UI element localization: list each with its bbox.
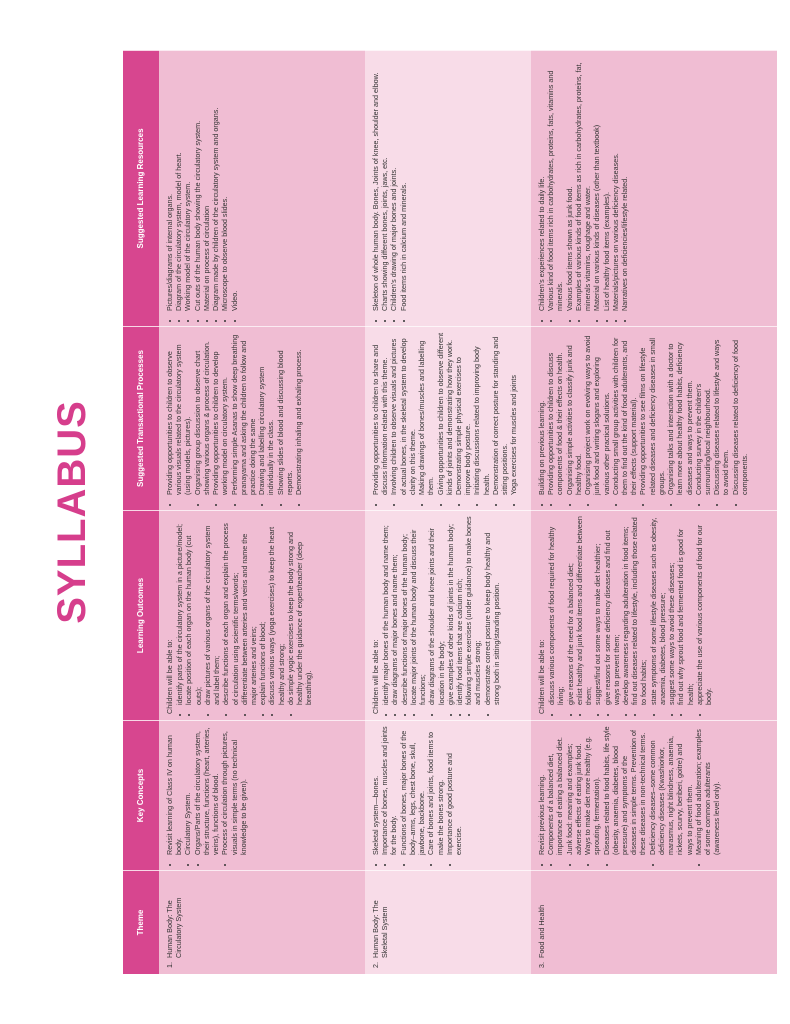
row-number: 3.: [537, 962, 546, 968]
list-item: • identify parts of the circulatory system in a picture/model;: [175, 516, 184, 705]
learning-resources-list: [371, 56, 408, 320]
list-item: • Demonstrating inhaling and exhaling process.: [294, 332, 303, 495]
list-item: • draw diagrams of the shoulder and knee joints and their location in the body;: [427, 516, 445, 705]
list-item: • Components of a balanced diet, importance of eating a balanced diet.: [546, 726, 564, 855]
row-number: 1.: [165, 962, 174, 968]
list-item: • Discussing diseases related to lifestyle and ways to avoid them.: [712, 332, 730, 495]
list-item: • Discussing diseases related to deficiency of food components.: [731, 332, 749, 495]
list-item: • find out why sprout food and fermented food is good for health;: [676, 516, 694, 705]
list-item: • Skeleton of whole human body. Bones, Joints of knee, shoulder and elbow.: [371, 56, 380, 311]
list-item: • Performing simple Asanas to show deep breathing pranayama and asking the children to follow and practice doing the same: [230, 332, 258, 495]
list-item: • Children's drawing of major bones and joints.: [389, 56, 398, 311]
row-3-theme: [531, 870, 777, 974]
list-item: • Diagram of the circulatory system, model of heart.: [174, 56, 183, 311]
list-item: • Conducting survey in the children's surrounding/local neighbourhood.: [694, 332, 712, 495]
learning-outcomes-list: [547, 516, 713, 714]
list-item: • explain functions of blood;: [258, 516, 267, 705]
list-item: • Organising group discussion to observe chart showing various organs & process of circulation.: [193, 332, 211, 495]
list-item: • Deficiency diseases–some common deficiency diseases (Kwashiorkor, marasmus, night blindness, anaemia, rickets, scurvy, beriberi, goitre) and ways to prevent them.: [648, 726, 694, 855]
learning-outcomes-list: [381, 516, 501, 714]
list-item: • give examples of other kinds of joints in the human body;: [446, 516, 455, 705]
list-item: • Providing opportunities to see films on lifestyle related diseases and deficiency diseases in small groups.: [638, 332, 666, 495]
list-item: • Conducting small group activities with children for them to find out the kind of food adulterants, and their effects (support material).: [611, 332, 639, 495]
list-item: • Microscope to observe blood slides.: [220, 56, 229, 311]
outcomes-intro: Children will be able to:: [371, 639, 380, 714]
list-item: • Process of circulation through pictures, visuals in simple terms (no technical knowledge to be given).: [220, 726, 248, 855]
list-item: • differentiate between arteries and veins and name the major arteries and veins;: [240, 516, 258, 705]
header-learning-outcomes: Learning Outcomes: [123, 510, 159, 720]
header-learning-resources: Suggested Learning Resources: [123, 50, 159, 326]
outcomes-intro: Children will be able to:: [165, 639, 174, 714]
list-item: • do simple yogic exercises to keep the body strong and healthy under the guidance of expert/teacher (deep breathing).: [286, 516, 314, 705]
list-item: • state symptoms of some lifestyle diseases such as obesity, anaemia, diabetes, blood pressure;: [649, 516, 667, 705]
list-item: • Building on previous learning.: [537, 332, 546, 495]
list-item: • Material on various kinds of diseases (other than textbook): [592, 56, 601, 311]
list-item: • following simple exercises (under guidance) to make bones and muscles strong;: [464, 516, 482, 705]
key-concepts-list: [537, 726, 721, 864]
list-item: • Children's experiences related to daily life.: [537, 56, 546, 311]
row-2-transactional-processes: [365, 326, 531, 510]
list-item: • Providing opportunities to children to share and discuss information related with this theme.: [371, 332, 389, 495]
list-item: • Making drawings of bones/muscles and labelling them.: [417, 332, 435, 495]
syllabus-table: [123, 50, 777, 974]
list-item: • Various kind of food items rich in carbohydrates, proteins, fats, vitamins and minerals.: [546, 56, 564, 311]
list-item: • Food items rich in calcium and minerals.: [399, 56, 408, 311]
page-title: SYLLABUS: [49, 400, 94, 624]
list-item: • develop awareness regarding adulteration in food items;: [621, 516, 630, 705]
list-item: • Pictures/diagrams of internal organs.: [165, 56, 174, 311]
list-item: • Meaning of food adulteration; examples of some common adulterants (awareness level only).: [694, 726, 722, 855]
list-item: • describe functions of each organ and explain the process of circulation using scientific terms/words;: [221, 516, 239, 705]
list-item: • Video.: [230, 56, 239, 311]
list-item: • Organising simple activities to classify junk and healthy food.: [565, 332, 583, 495]
list-item: • Diseases related to food habits, life style (obesity, anaemia, diabetes, blood pressure) and symptoms of the diseases in simple terms. Prevention of these diseases in non-technical terms.: [602, 726, 648, 855]
header-key-concepts: Key Concepts: [123, 720, 159, 870]
list-item: • Organising project work on evolving ways to avoid junk food and writing slogans and exploring various other practical solutions.: [583, 332, 611, 495]
list-item: • Showing slides of blood and discussing blood reports.: [276, 332, 294, 495]
list-item: • discuss various components of food required for healthy living;: [547, 516, 565, 705]
theme-label: Human Body: The Circulatory System: [165, 897, 184, 958]
row-1-learning-outcomes: [159, 510, 365, 720]
list-item: • locate position of each organ on the human body (cut outs);: [184, 516, 202, 705]
list-item: • suggest/find out some ways to make diet healthier;: [593, 516, 602, 705]
list-item: • Functions of bones, major bones of the body–arms, legs, chest bone, skull, jawbone, backbone.: [399, 726, 427, 855]
list-item: • Charts showing different bones, joints, jaws, etc.: [380, 56, 389, 311]
row-number: 2.: [371, 962, 380, 968]
theme-label: Human Body: The Skeletal System: [371, 900, 390, 958]
list-item: • draw pictures of various organs of the circulatory system and label them;: [203, 516, 221, 705]
list-item: • List of healthy food items (examples).: [602, 56, 611, 311]
list-item: • Yoga exercises for muscles and joints: [509, 332, 518, 495]
learning-outcomes-list: [175, 516, 313, 714]
list-item: • Organising talks and interaction with a doctor to learn more about healthy food habits, deficiency diseases and ways to prevent them.: [666, 332, 694, 495]
list-item: • Care of bones and joints, food items to make the bones strong.: [426, 726, 444, 855]
list-item: • Circulatory System.: [183, 726, 192, 855]
row-3-learning-outcomes: [531, 510, 777, 720]
row-1-theme: [159, 870, 365, 974]
list-item: • Initiating discussions related to improving body health.: [472, 332, 490, 495]
list-item: • Examples of various kinds of food items as rich in carbohydrates, proteins, fat, minerals vitamins, roughage and water.: [574, 56, 592, 311]
key-concepts-list: [371, 726, 463, 864]
transactional-processes-list: [371, 332, 519, 504]
list-item: • Skeletal system—bones.: [371, 726, 380, 855]
list-item: • Involving children to observe visuals and pictures of actual bones, in the skeletal system to develop clarity on this theme.: [389, 332, 417, 495]
row-2-key-concepts: [365, 720, 531, 870]
theme-label: Food and Health: [537, 904, 546, 958]
list-item: • Revisit previous learning.: [537, 726, 546, 855]
list-item: • Providing opportunities to children to develop working model on circulatory system.: [211, 332, 229, 495]
list-item: • appreciate the use of various components of food for our body.: [695, 516, 713, 705]
list-item: • Junk food: meaning and examples; adverse effects of eating junk food.: [565, 726, 583, 855]
learning-resources-list: [165, 56, 239, 320]
list-item: • Importance of good posture and exercise.: [445, 726, 463, 855]
list-item: • Cut outs of the human body showing the circulatory system.: [193, 56, 202, 311]
learning-resources-list: [537, 56, 629, 320]
list-item: • Demonstration of correct posture for standing and sitting positions.: [491, 332, 509, 495]
list-item: • Giving opportunities to children to observe different kinds of joints and demonstrating how they work.: [436, 332, 454, 495]
list-item: • Working model of the circulatory system.: [183, 56, 192, 311]
list-item: • Drawing and labelling circulatory system individually in the class.: [257, 332, 275, 495]
list-item: • discuss various ways (yoga exercises) to keep the heart healthy and strong;: [267, 516, 285, 705]
list-item: • Organs/Parts of the circulatory system, their structure, functions (heart, arteries, veins), functions of blood.: [193, 726, 221, 855]
list-item: • find out diseases related to lifestyle, including those related to food habits;: [630, 516, 648, 705]
list-item: • identify major bones of the human body and name them;: [381, 516, 390, 705]
row-2-theme: [365, 870, 531, 974]
list-item: • Narratives on deficiencies/lifestyle related.: [620, 56, 629, 311]
transactional-processes-list: [537, 332, 749, 504]
list-item: • describe functions of major bones of the human body;: [400, 516, 409, 705]
list-item: • give reasons for some deficiency diseases and find out ways to prevent them;: [603, 516, 621, 705]
row-2-learning-resources: [365, 50, 531, 326]
list-item: • identify food items that are calcium rich;: [455, 516, 464, 705]
header-theme: Theme: [123, 870, 159, 974]
list-item: • demonstrate correct posture to keep body healthy and strong both in sitting/standing position.: [483, 516, 501, 705]
list-item: • Diagram made by children of the circulatory system and organs.: [211, 56, 220, 311]
list-item: • Importance of bones, muscles and joints for the body.: [380, 726, 398, 855]
list-item: • suggest some ways to avoid these diseases;: [667, 516, 676, 705]
list-item: • locate major joints of the human body and discuss their functions;: [409, 516, 427, 705]
list-item: • Materials/pictures on various deficiency diseases.: [611, 56, 620, 311]
list-item: • Material on process of circulation: [202, 56, 211, 311]
row-3-transactional-processes: [531, 326, 777, 510]
list-item: • Ways to make diet more healthy (e.g. sprouting, fermentation).: [583, 726, 601, 855]
list-item: • Revisit learning of Class IV on human body.: [165, 726, 183, 855]
row-2-learning-outcomes: [365, 510, 531, 720]
header-transactional-processes: Suggested Transactional Processes: [123, 326, 159, 510]
outcomes-intro: Children will be able to:: [537, 639, 546, 714]
row-1-key-concepts: [159, 720, 365, 870]
row-3-learning-resources: [531, 50, 777, 326]
list-item: • give reasons of the need for a balanced diet;: [566, 516, 575, 705]
list-item: • Providing opportunities to children to observe various visuals related to the circulatory system (using models, pictures).: [165, 332, 193, 495]
list-item: • enlist healthy and junk food items and differentiate between them;: [575, 516, 593, 705]
transactional-processes-list: [165, 332, 303, 504]
list-item: • Various food items shown as junk food.: [565, 56, 574, 311]
list-item: • draw diagrams of major bones and name them;: [390, 516, 399, 705]
row-1-learning-resources: [159, 50, 365, 326]
row-3-key-concepts: [531, 720, 777, 870]
list-item: • Demonstrating simple physical exercises to improve body posture.: [454, 332, 472, 495]
key-concepts-list: [165, 726, 248, 864]
list-item: • Providing opportunities to children to discuss components of food & their effects on health.: [546, 332, 564, 495]
row-1-transactional-processes: [159, 326, 365, 510]
